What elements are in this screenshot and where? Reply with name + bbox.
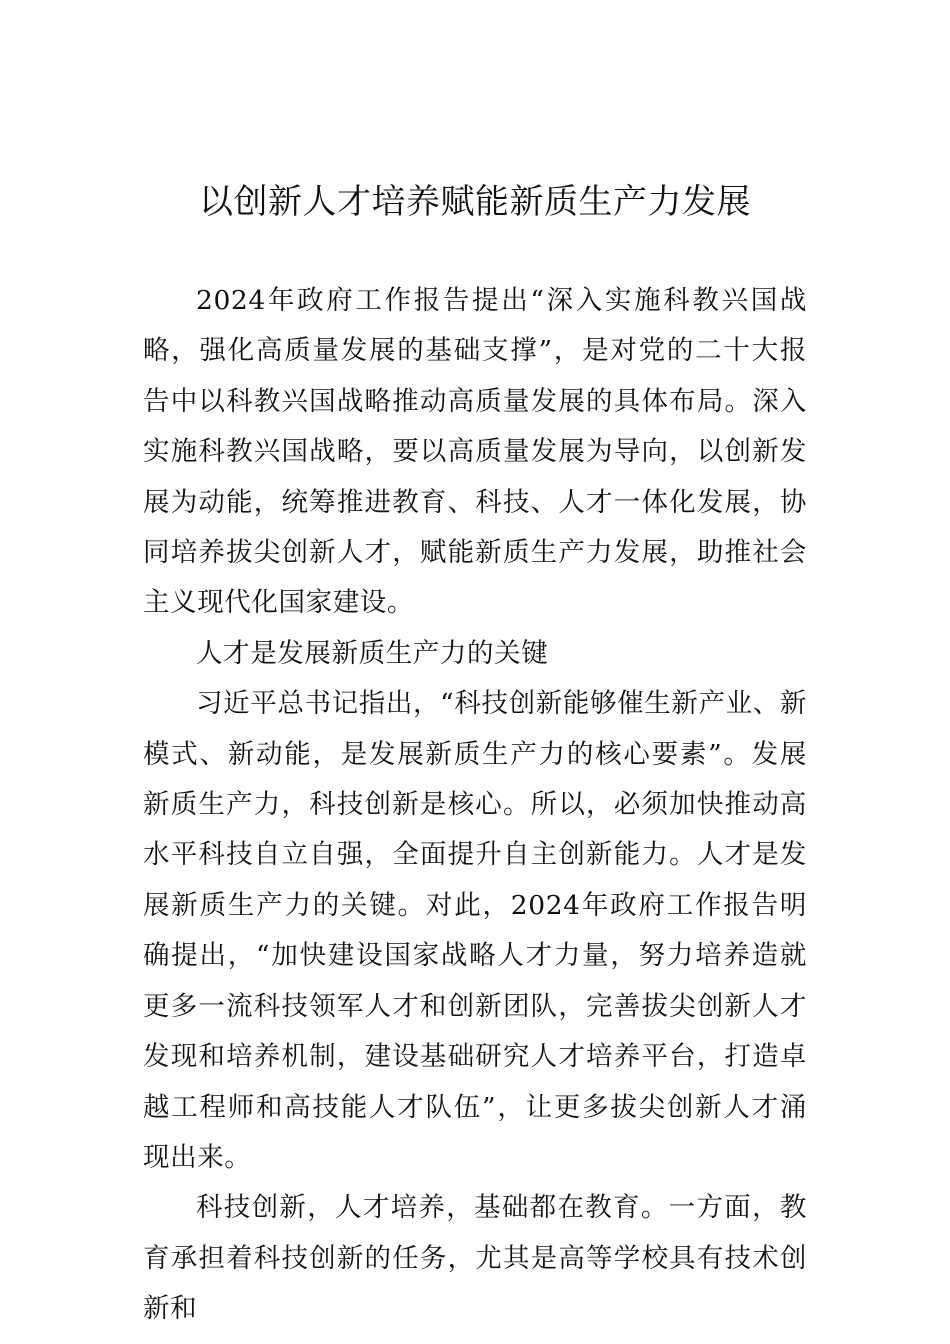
paragraph-education-foundation: 科技创新，人才培养，基础都在教育。一方面，教育承担着科技创新的任务，尤其是高等学校具有技术创新和 [143,1192,807,1325]
paragraph-intro: 2024年政府工作报告提出“深入实施科教兴国战略，强化高质量发展的基础支撑”，是对党的二十大报告中以科教兴国战略推动高质量发展的具体布局。深入实施科教兴国战略，要以高质量发展为导向，以创新发展为动能，统筹推进教育、科技、人才一体化发展，协同培养拔尖创新人才，赋能新质生产力发展，助推社会主义现代化国家建设。 [143,285,807,619]
section-heading: 人才是发展新质生产力的关键 [196,637,549,669]
document-title: 以创新人才培养赋能新质生产力发展 [199,182,751,222]
document-body [143,276,807,1335]
paragraph-talent-key: 习近平总书记指出，“科技创新能够催生新产业、新模式、新动能，是发展新质生产力的核心要素”。发展新质生产力，科技创新是核心。所以，必须加快推动高水平科技自立自强，全面提升自主创新能力。人才是发展新质生产力的关键。对此，2024年政府工作报告明确提出，“加快建设国家战略人才力量，努力培养造就更多一流科技领军人才和创新团队，完善拔尖创新人才发现和培养机制，建设基础研究人才培养平台，打造卓越工程师和高技能人才队伍”，让更多拔尖创新人才涌现出来。 [143,688,807,1173]
